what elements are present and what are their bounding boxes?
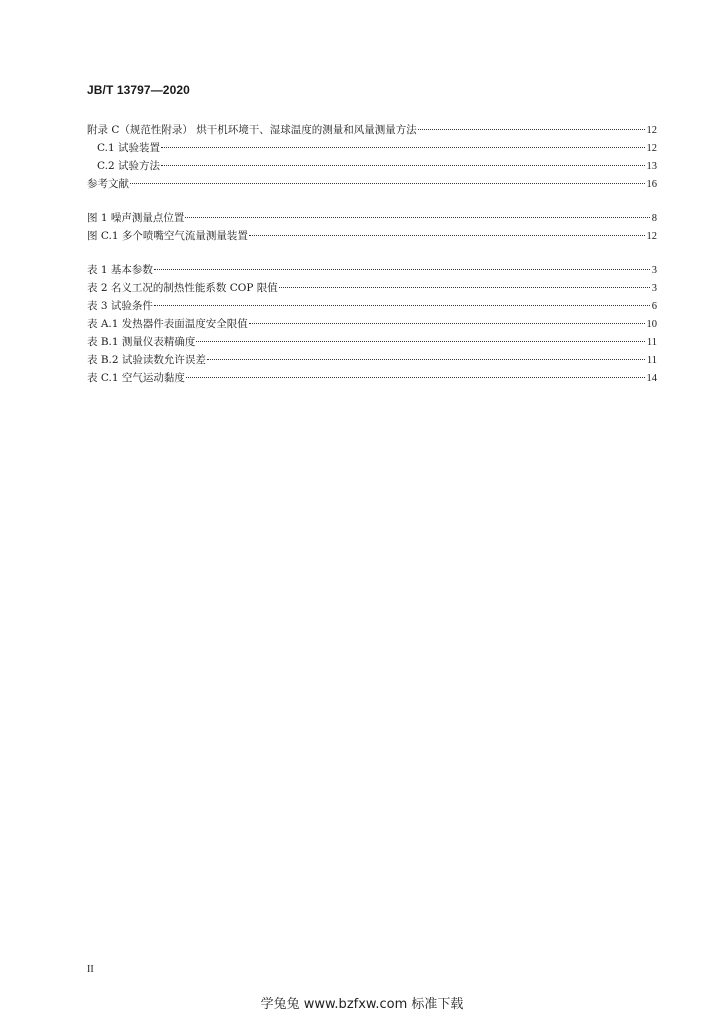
table-of-contents (87, 121, 657, 387)
document-id: JB/T 13797—2020 (87, 83, 190, 97)
toc-entry-page: 11 (646, 337, 657, 348)
toc-tables-group (87, 261, 657, 387)
toc-leader-dots (279, 286, 650, 288)
toc-entry-c1[interactable] (87, 139, 657, 157)
toc-leader-dots (249, 234, 645, 236)
toc-entry-page: 12 (646, 231, 657, 242)
toc-entry-page: 6 (651, 301, 657, 312)
toc-leader-dots (196, 340, 644, 342)
toc-leader-dots (249, 322, 645, 324)
page-number: II (87, 964, 94, 975)
toc-entry-page: 14 (646, 373, 657, 384)
toc-entry-appendix-c[interactable] (87, 121, 657, 139)
toc-figures-group (87, 209, 657, 245)
toc-entry-c2[interactable] (87, 157, 657, 175)
toc-entry-page: 12 (646, 143, 657, 154)
toc-entry-page: 16 (646, 179, 657, 190)
toc-entry-page: 8 (651, 213, 657, 224)
section-gap (87, 245, 657, 261)
toc-entry-references[interactable] (87, 175, 657, 193)
watermark-footer: 学兔兔 www.bzfxw.com 标准下载 (260, 997, 464, 1012)
toc-entry-label: 表 1 基本参数 (87, 264, 153, 276)
toc-entry-page: 13 (646, 161, 657, 172)
toc-entry-table-1[interactable] (87, 261, 657, 279)
toc-entry-table-b2[interactable] (87, 351, 657, 369)
toc-entry-label: 参考文献 (87, 178, 129, 190)
toc-entry-label: 表 C.1 空气运动黏度 (87, 372, 185, 384)
toc-leader-dots (186, 376, 645, 378)
toc-entry-label: 表 A.1 发热器件表面温度安全限值 (87, 318, 248, 330)
toc-entry-label: 附录 C（规范性附录） 烘干机环境干、湿球温度的测量和风量测量方法 (87, 124, 417, 136)
toc-entry-table-a1[interactable] (87, 315, 657, 333)
toc-entry-table-c1[interactable] (87, 369, 657, 387)
toc-entry-page: 3 (651, 265, 657, 276)
toc-entry-label: 表 3 试验条件 (87, 300, 153, 312)
toc-leader-dots (161, 146, 644, 148)
toc-entry-figure-c1[interactable] (87, 227, 657, 245)
section-gap (87, 193, 657, 209)
toc-leader-dots (418, 128, 645, 130)
toc-entry-label: 图 C.1 多个喷嘴空气流量测量装置 (87, 230, 248, 242)
toc-leader-dots (154, 304, 650, 306)
toc-entry-label: C.2 试验方法 (97, 160, 161, 172)
toc-entry-table-2[interactable] (87, 279, 657, 297)
toc-leader-dots (154, 268, 650, 270)
toc-entry-figure-1[interactable] (87, 209, 657, 227)
toc-entry-page: 12 (646, 125, 657, 136)
toc-entry-page: 10 (646, 319, 657, 330)
toc-entry-page: 11 (646, 355, 657, 366)
toc-leader-dots (130, 182, 645, 184)
toc-entry-label: 表 B.1 测量仪表精确度 (87, 336, 196, 348)
toc-entry-label: 图 1 噪声测量点位置 (87, 212, 185, 224)
toc-leader-dots (185, 216, 649, 218)
toc-appendix-group (87, 121, 657, 193)
toc-entry-label: 表 2 名义工况的制热性能系数 COP 限值 (87, 282, 278, 294)
toc-leader-dots (161, 164, 644, 166)
toc-entry-table-3[interactable] (87, 297, 657, 315)
toc-entry-table-b1[interactable] (87, 333, 657, 351)
toc-entry-label: 表 B.2 试验读数允许误差 (87, 354, 206, 366)
toc-entry-label: C.1 试验装置 (97, 142, 161, 154)
toc-leader-dots (207, 358, 645, 360)
toc-entry-page: 3 (651, 283, 657, 294)
